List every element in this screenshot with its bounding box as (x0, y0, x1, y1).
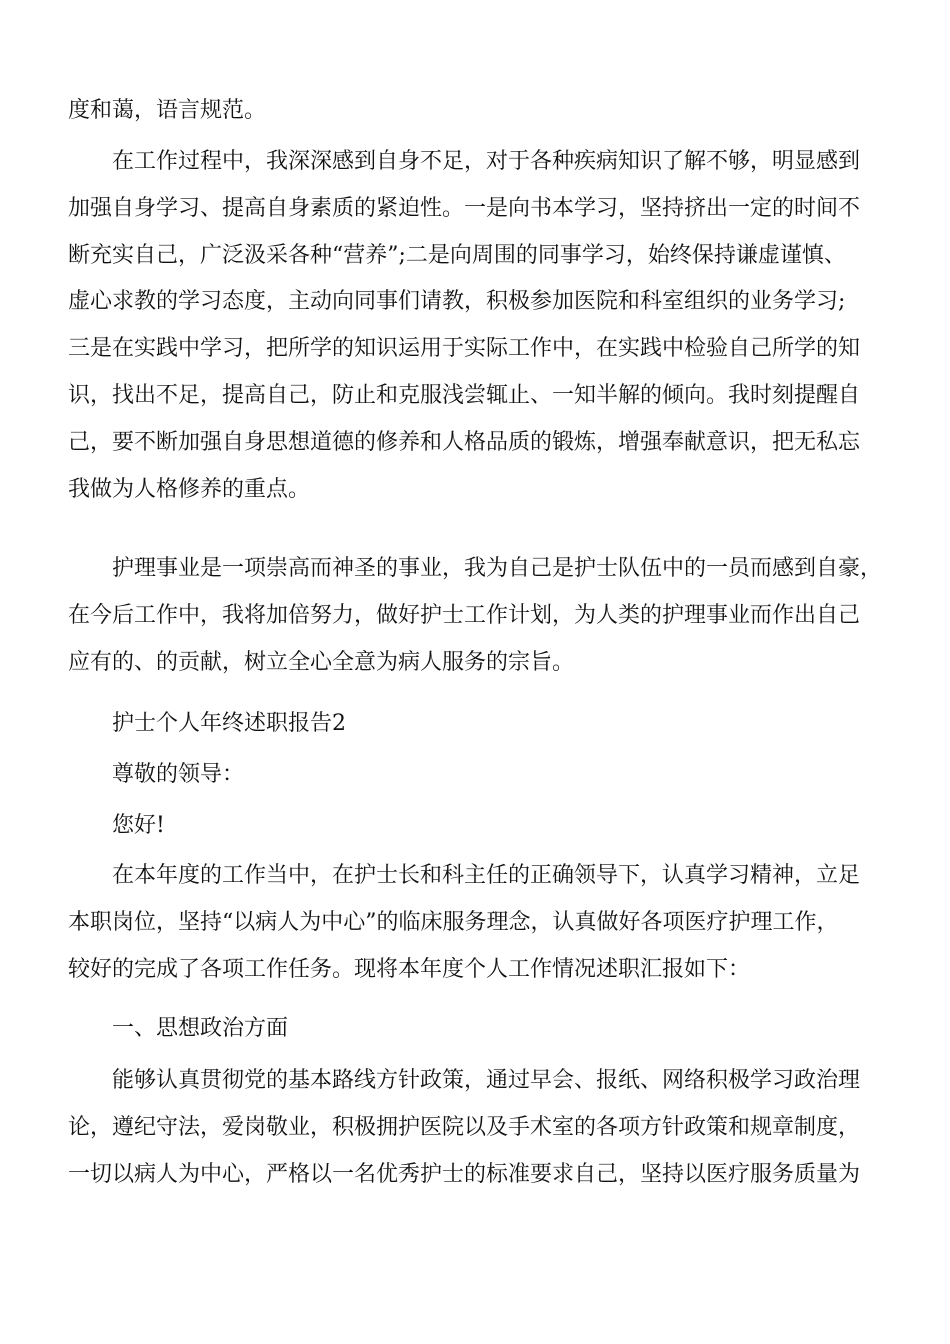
paragraph-nursing-career: 护理事业是一项崇高而神圣的事业，我为自己是护士队伍中的一员而感到自豪， 在今后工作中，我将加倍努力，做好护士工作计划，为人类的护理事业而作出自己 应有的、的贡献，树立全心全意为病人服务的宗旨。 (68, 556, 883, 675)
paragraph-political: 能够认真贯彻党的基本路线方针政策，通过早会、报纸、网络积极学习政治理 论，遵纪守法，爱岗敬业，积极拥护医院以及手术室的各项方针政策和规章制度， 一切以病人为中心，严格以一名优秀护士的标准要求自己，坚持以医疗服务质量为 (68, 1068, 861, 1187)
salutation: 尊敬的领导： (112, 762, 245, 787)
paragraph-introduction: 在本年度的工作当中，在护士长和科主任的正确领导下，认真学习精神，立足 本职岗位，坚持“以病人为中心”的临床服务理念，认真做好各项医疗护理工作， 较好的完成了各项工作任务。现将本年度个人工作情况述职汇报如下： (68, 863, 861, 982)
paragraph-self-study: 在工作过程中，我深深感到自身不足，对于各种疾病知识了解不够，明显感到 加强自身学习、提高自身素质的紧迫性。一是向书本学习，坚持挤出一定的时间不 断充实自己，广泛汲采各种“营养”;二是向周围的同事学习，始终保持谦虚谨慎、 虚心求教的学习态度，主动向同事们请教，积极参加医院和科室组织的业务学习; 三是在实践中学习，把所学的知识运用于实际工作中，在实践中检验自己所学的知 识，找出不足，提高自己，防止和克服浅尝辄止、一知半解的倾向。我时刻提醒自 己，要不断加强自身思想道德的修养和人格品质的锻炼，增强奉献意识，把无私忘 我做为人格修养的重点。 (68, 149, 861, 502)
greeting: 您好! (112, 813, 165, 838)
paragraph-continuation: 度和蔼，语言规范。 (68, 98, 267, 123)
section-heading-political: 一、思想政治方面 (112, 1016, 289, 1041)
report-title: 护士个人年终述职报告2 (112, 711, 346, 736)
